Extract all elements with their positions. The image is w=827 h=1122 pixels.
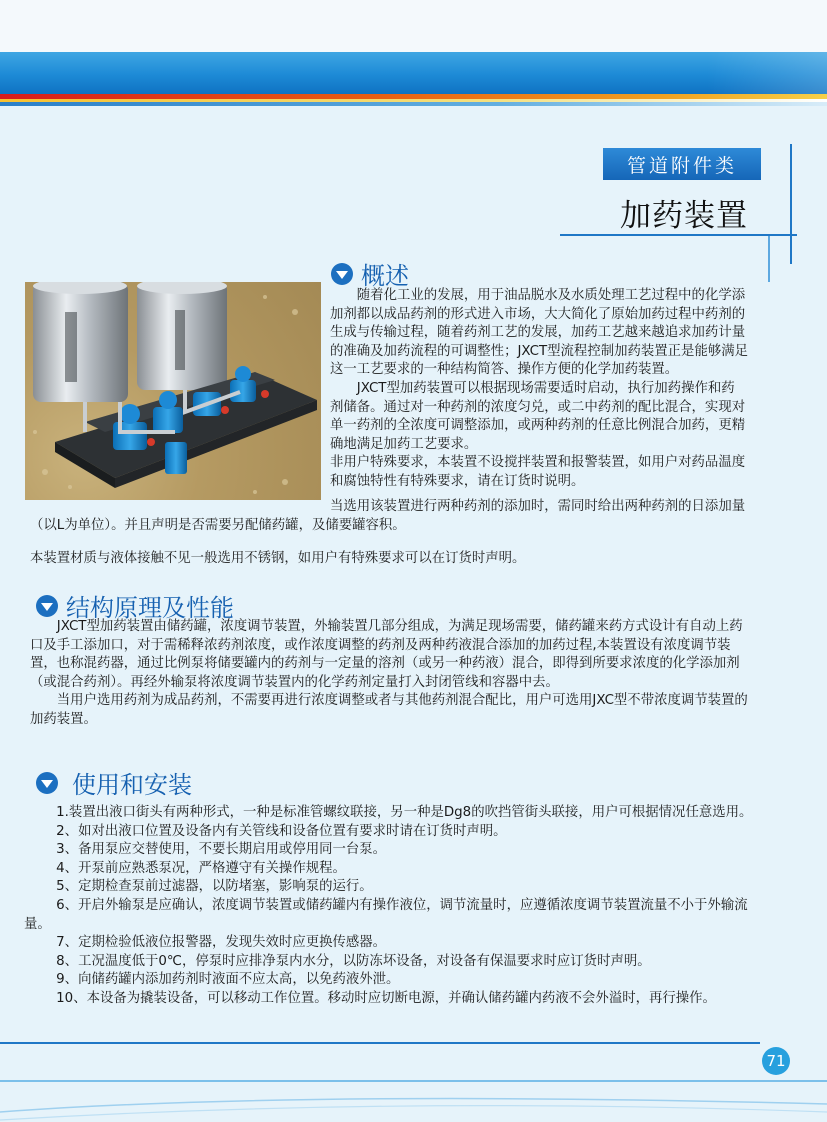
structure-paragraph: JXCT型加药装置由储药罐，浓度调节装置，外输装置几部分组成，为满足现场需要，储药罐来药方式设计有自动上药口及手工添加口，对于需稀释浓药剂浓度，或作浓度调整的药剂及两种药液混合添加的加药过程,本装置设有浓度调节装置，也称混药器，通过比例泵将储要罐内的药剂与一定量的溶剂（或另一种药液）混合，即得到所要求浓度的化学添加剂（或混合药剂）。再经外输泵将浓度调节装置内的化学药剂定量打入封闭管线和容器中去。 [30,619,743,690]
chevron-down-icon [36,772,58,794]
list-item: 10、本设备为撬装设备，可以移动工作位置。移动时应切断电源，并确认储药罐内药液不会外溢时，再行操作。 [56,990,716,1006]
chevron-down-icon [331,263,353,285]
list-item: 5、定期检查泵前过滤器，以防堵塞，影响泵的运行。 [56,879,373,895]
title-rule [560,234,797,236]
overview-paragraph: 当选用该装置进行两种药剂的添加时，需同时给出两种药剂的日添加量（以L为单位）。并且声明是否需要另配储药罐，及储要罐容积。 [30,499,746,533]
list-item: 6、开启外输泵是应确认，浓度调节装置或储药罐内有操作液位，调节流量时，应遵循浓度调节装置流量不小于外输流量。 [24,897,748,932]
title-vertical-rule [790,144,792,264]
footer-rule [0,1042,760,1044]
section-usage-heading [36,765,192,800]
structure-text-block [30,618,752,730]
list-item: 3、备用泵应交替使用，不要长期启用或停用同一台泵。 [56,842,387,858]
overview-text-block [330,287,748,492]
category-label: 管道附件类 [603,148,761,180]
chevron-down-icon [36,595,58,617]
list-item: 4、开泵前应熟悉泵况，严格遵守有关操作规程。 [56,860,346,876]
header-stripe-blue [0,102,827,106]
list-item: 9、向储药罐内添加药剂时液面不应太高，以免药液外泄。 [56,972,400,988]
page-title: 加药装置 [620,198,748,234]
section-usage-title: 使用和安装 [72,771,192,799]
top-margin [0,0,827,52]
overview-paragraph: JXCT型加药装置可以根据现场需要适时启动，执行加药操作和药剂储备。通过对一种药剂的浓度匀兑，或二中药剂的配比混合，实现对单一药剂的全浓度可调整添加，或两种药剂的任意比例混合加药，更精确地满足加药工艺要求。 [330,380,746,452]
list-item: 7、定期检验低液位报警器，发现失效时应更换传感器。 [56,935,387,951]
list-item: 2、如对出液口位置及设备内有关管线和设备位置有要求时请在订货时声明。 [56,823,507,839]
section-structure-title: 结构原理及性能 [66,594,234,622]
footer-decoration [0,1082,827,1122]
dosing-unit-illustration [25,282,321,500]
overview-paragraph: 随着化工业的发展，用于油品脱水及水质处理工艺过程中的化学添加剂都以成品药剂的形式进入市场，大大简化了原始加药过程中药剂的生成与传输过程，随着药剂工艺的发展，加药工艺越来越追求加药计量的准确及加药流程的可调整性；JXCT型流程控制加药装置正是能够满足这一工艺要求的一种结构简答、操作方便的化学加药装置。 [330,288,749,378]
list-item: 8、工况温度低于0℃，停泵时应排净泵内水分，以防冻坏设备，对设备有保温要求时应订货时声明。 [56,953,651,969]
page-number: 71 [762,1047,790,1075]
overview-paragraph: 本装置材质与液体接触不见一般选用不锈钢，如用户有特殊要求可以在订货时声明。 [30,551,526,566]
header-band [0,52,827,94]
usage-list [24,804,760,1009]
title-vertical-rule-secondary [768,236,770,282]
product-photo [25,282,321,500]
list-item: 1.装置出液口街头有两种形式，一种是标准管螺纹联接，另一种是Dg8的吹挡管街头联接，用户可根据情况任意选用。 [56,805,753,820]
section-overview-title: 概述 [361,262,409,290]
overview-paragraph: 非用户特殊要求，本装置不设搅拌装置和报警装置，如用户对药品温度和腐蚀特性有特殊要求，请在订货时说明。 [330,455,746,489]
section-overview-heading [331,256,409,291]
structure-paragraph: 当用户选用药剂为成品药剂，不需要再进行浓度调整或者与其他药剂混合配比，用户可选用JXC型不带浓度调节装置的加药装置。 [30,693,748,727]
